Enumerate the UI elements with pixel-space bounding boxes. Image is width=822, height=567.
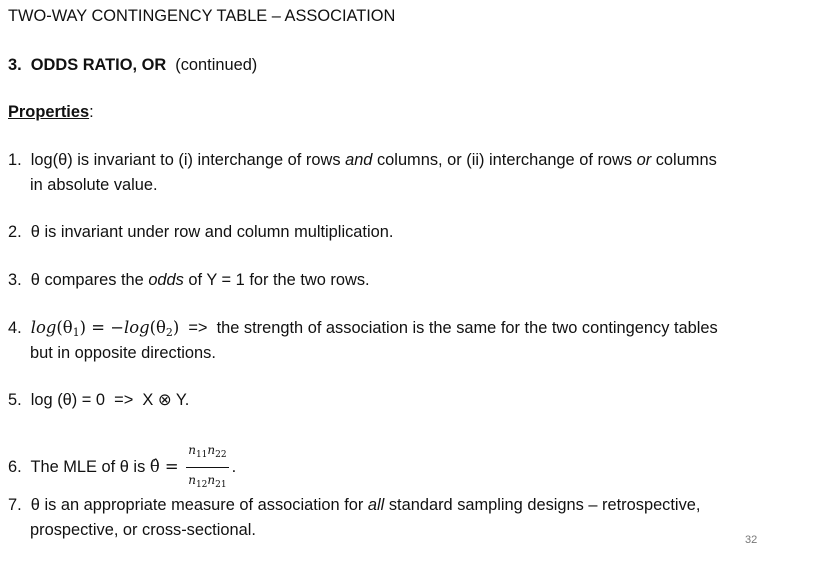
page-number: 32 [745, 534, 758, 546]
mle-fraction: $\frac{n_{11}n_{22}}{n_{12}n_{21}}$ [186, 440, 228, 495]
property-4: 4. $\log(\theta_1) = -\log(\theta_2)$ => the strength of association is the same for the two contingency tables [8, 318, 718, 339]
section-heading: 3. ODDS RATIO, OR (continued) [8, 56, 258, 74]
property-7: 7. θ is an appropriate measure of association for all standard sampling designs – retrospective, [8, 496, 701, 514]
slide-title: TWO-WAY CONTINGENCY TABLE – ASSOCIATION [8, 7, 396, 25]
property-1: 1. log(θ) is invariant to (i) interchange of rows and columns, or (ii) interchange of rows or columns [8, 151, 717, 169]
property-4-cont: but in opposite directions. [30, 344, 216, 362]
property-1-cont: in absolute value. [30, 176, 158, 194]
property-2: 2. θ is invariant under row and column multiplication. [8, 223, 394, 241]
property-5: 5. log (θ) = 0 => X ⊗ Y. [8, 391, 190, 409]
property-6: 6. The MLE of θ is θ̂ = $\frac{n_{11}n_{22}}{n_{12}n_{21}}$ . [8, 440, 236, 495]
property-7-cont: prospective, or cross-sectional. [30, 521, 256, 539]
property-3: 3. θ compares the odds of Y = 1 for the two rows. [8, 271, 370, 289]
properties-label: Properties: [8, 103, 94, 121]
